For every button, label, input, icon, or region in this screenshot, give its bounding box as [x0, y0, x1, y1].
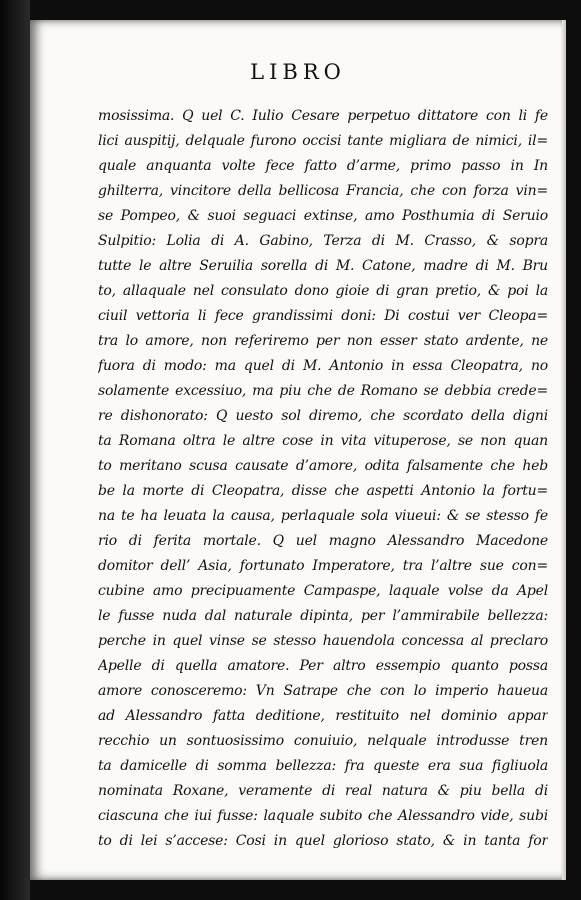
body-text [98, 104, 548, 854]
text-line: solamente excessiuo, ma piu che de Romano se debbia crede= [98, 383, 548, 399]
text-line: lici auspitij, delquale furono occisi tante migliara de nimici, il= [98, 133, 548, 149]
text-line: recchio un sontuosissimo conuiuio, nelquale introdusse tren [98, 733, 548, 749]
text-line: quale anquanta volte fece fatto d’arme, primo passo in In [98, 158, 548, 174]
text-line: Apelle di quella amatore. Per altro essempio quanto possa [98, 658, 548, 674]
text-line: ta damicelle di somma bellezza: fra queste era sua figliuola [98, 758, 548, 774]
text-line: cubine amo precipuamente Campaspe, laquale volse da Apel [98, 583, 548, 599]
text-line: amore conosceremo: Vn Satrape che con lo imperio haueua [98, 683, 548, 699]
text-line: fuora di modo: ma quel di M. Antonio in essa Cleopatra, no [98, 358, 548, 374]
text-line: Sulpitio: Lolia di A. Gabino, Terza di M. Crasso, & sopra [98, 233, 548, 249]
text-line: mosissima. Q uel C. Iulio Cesare perpetuo dittatore con li fe [98, 108, 548, 124]
text-line: nominata Roxane, veramente di real natura & piu bella di [98, 783, 548, 799]
text-line: ad Alessandro fatta deditione, restituito nel dominio appar [98, 708, 548, 724]
text-line: domitor dell’ Asia, fortunato Imperatore, tra l’altre sue con= [98, 558, 548, 574]
text-line: be la morte di Cleopatra, disse che aspetti Antonio la fortu= [98, 483, 548, 499]
text-line: re dishonorato: Q uesto sol diremo, che scordato della digni [98, 408, 548, 424]
text-line: ciascuna che iui fusse: laquale subito che Alessandro vide, subi [98, 808, 548, 824]
text-line: to, allaquale nel consulato dono gioie di gran pretio, & poi la [98, 283, 548, 299]
text-line: ghilterra, vincitore della bellicosa Francia, che con forza vin= [98, 183, 548, 199]
book-spine-shadow [0, 0, 30, 900]
book-page [30, 20, 566, 880]
text-line: rio di ferita mortale. Q uel magno Alessandro Macedone [98, 533, 548, 549]
text-line: tra lo amore, non referiremo per non esser stato ardente, ne [98, 333, 548, 349]
text-line: ta Romana oltra le altre cose in vita vituperose, se non quan [98, 433, 548, 449]
text-line: le fusse nuda dal naturale dipinta, per l’ammirabile bellezza: [98, 608, 548, 624]
running-head: LIBRO [250, 60, 346, 84]
page-edge [562, 20, 566, 880]
text-line: na te ha leuata la causa, perlaquale sola viueui: & se stesso fe [98, 508, 548, 524]
text-line: perche in quel vinse se stesso hauendola concessa al preclaro [98, 633, 548, 649]
text-line: se Pompeo, & suoi seguaci extinse, amo Posthumia di Seruio [98, 208, 548, 224]
text-line: tutte le altre Seruilia sorella di M. Catone, madre di M. Bru [98, 258, 548, 274]
text-line: to meritano scusa causate d’amore, odita falsamente che heb [98, 458, 548, 474]
text-line: to di lei s’accese: Cosi in quel glorioso stato, & in tanta for [98, 833, 548, 849]
text-line: ciuil vettoria li fece grandissimi doni: Di costui ver Cleopa= [98, 308, 548, 324]
